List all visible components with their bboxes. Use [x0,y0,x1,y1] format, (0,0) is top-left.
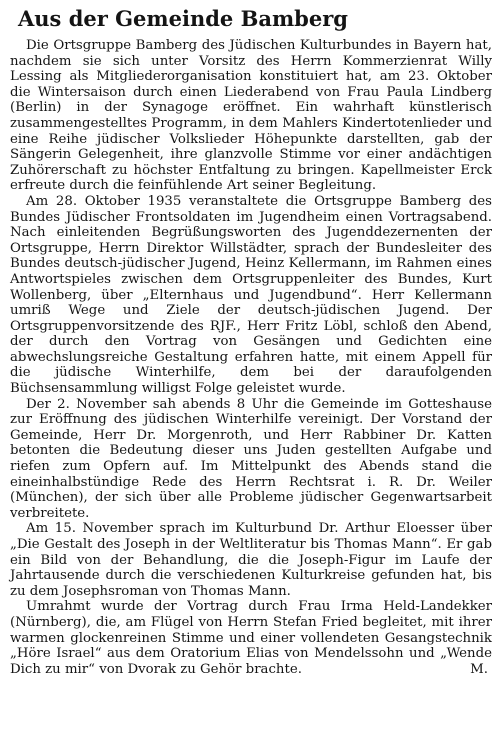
article-paragraph-2: Am 28. Oktober 1935 veranstaltete die Ortsgruppe Bamberg des Bundes Jüdischer Frontsoldaten im Jugendheim einen Vortragsabend. Nach einleitenden Begrüßungsworten des Jugenddezernenten der Ortsgruppe, Herrn Direktor Willstädter, sprach der Bundesleiter des Bundes deutsch-jüdischer Jugend, Heinz Kellermann, im Rahmen eines Antwortspieles zwischen dem Ortsgruppenleiter des Bundes, Kurt Wollenberg, über „Elternhaus und Jugendbund“. Herr Kellermann umriß Wege und Ziele der deutsch-jüdischen Jugend. Der Ortsgruppenvorsitzende des RJF., Herr Fritz Löbl, schloß den Abend, der durch den Vortrag von Gesängen und Gedichten eine abwechslungsreiche Gestaltung erfahren hatte, mit einem Appell für die jüdische Winterhilfe, dem bei der daraufolgenden Büchsensammlung willigst Folge geleistet wurde. [10,193,492,397]
article-paragraph-5: Umrahmt wurde der Vortrag durch Frau Irma Held-Landekker (Nürnberg), die, am Flügel von Herrn Stefan Fried begleitet, mit ihrer warmen glockenreinen Stimme und einer vollendeten Gesangstechnik „Höre Israel“ aus dem Oratorium Elias von Mendelssohn und „Wende Dich zu mir“ von Dvorak zu Gehör brachte. [10,599,492,677]
article-paragraph-4: Am 15. November sprach im Kulturbund Dr. Arthur Eloesser über „Die Gestalt des Joseph in der Weltliteratur bis Thomas Mann“. Er gab ein Bild von der Behandlung, die die Joseph-Figur im Laufe der Jahrtausende durch die verschiedenen Kulturkreise gefunden hat, bis zu dem Josephsroman von Thomas Mann. [10,521,492,599]
article-paragraph-1: Die Ortsgruppe Bamberg des Jüdischen Kulturbundes in Bayern hat, nachdem sie sich unter Vorsitz des Herrn Kommerzienrat Willy Lessing als Mitgliederorganisation konstituiert hat, am 23. Oktober die Wintersaison durch einen Liederabend von Frau Paula Lindberg (Berlin) in der Synagoge eröffnet. Ein wahrhaft künstlerisch zusammengestelltes Programm, in dem Mahlers Kindertotenlieder und eine Reihe jüdischer Volkslieder Höhepunkte darstellten, gab der Sängerin Gelegenheit, ihre glanzvolle Stimme vor einer andächtigen Zuhörerschaft zu höchster Entfaltung zu bringen. Kapellmeister Erck erfreute durch die feinfühlende Art seiner Begleitung. [10,38,492,194]
article-body [10,38,492,677]
newspaper-article [10,6,492,677]
article-headline: Aus der Gemeinde Bamberg [18,6,348,31]
author-signature: M. [470,661,488,677]
article-paragraph-3: Der 2. November sah abends 8 Uhr die Gemeinde im Gotteshause zur Eröffnung des jüdischen Winterhilfe vereinigt. Der Vorstand der Gemeinde, Herr Dr. Morgenroth, und Herr Rabbiner Dr. Katten betonten die Bedeutung dieser uns Juden gestellten Aufgabe und riefen zum Opfern auf. Im Mittelpunkt des Abends stand die eineinhalbstündige Rede des Herrn Rechtsrat i. R. Dr. Weiler (München), der sich über alle Probleme jüdischer Gegenwartsarbeit verbreitete. [10,396,492,521]
